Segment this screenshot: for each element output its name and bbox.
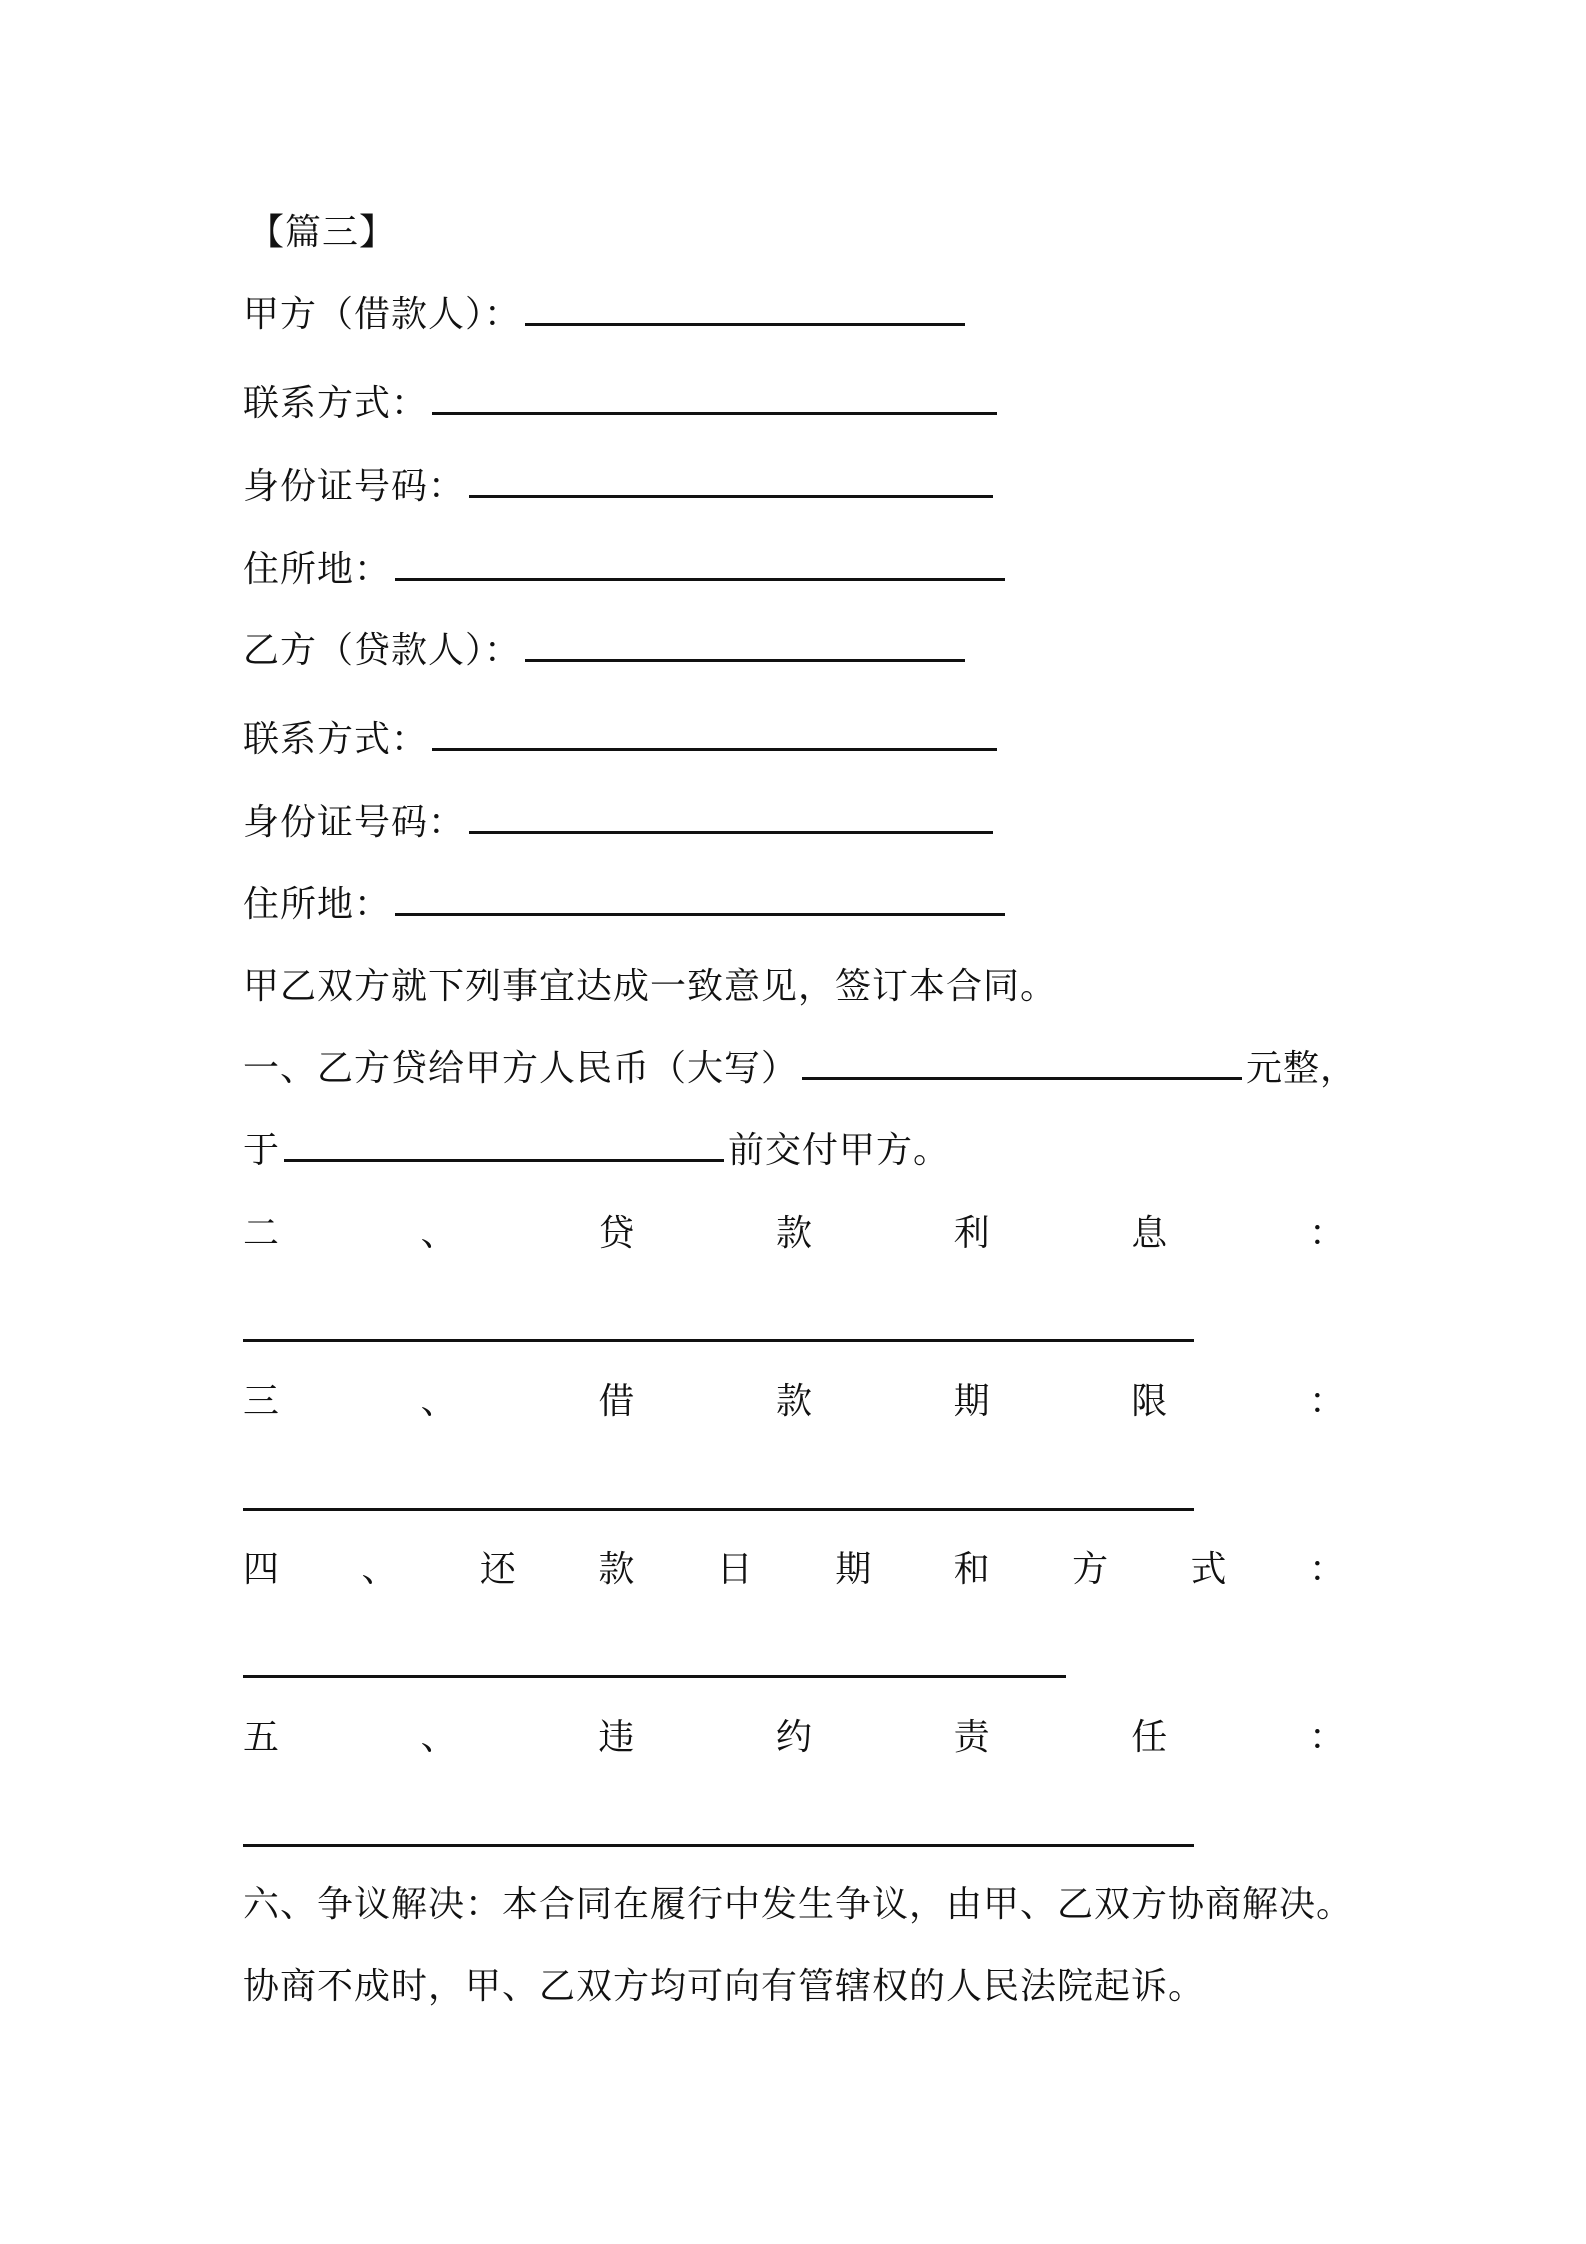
party-b-contact-field[interactable] xyxy=(432,718,997,751)
party-b-id-field[interactable] xyxy=(469,801,993,834)
clause-4-char: 式 xyxy=(1190,1549,1227,1590)
party-b-address-row xyxy=(243,881,1005,929)
clause-3-char: 期 xyxy=(953,1381,990,1422)
clause-5-char: 任 xyxy=(1131,1717,1168,1758)
clause-1-prefix: 一、乙方贷给甲方人民币（大写） xyxy=(243,1048,799,1089)
clause-1-suffix: 元整， xyxy=(1246,1048,1358,1089)
clause-2-heading xyxy=(243,1210,1345,1258)
clause-5-heading xyxy=(243,1714,1345,1762)
loan-amount-field[interactable] xyxy=(802,1047,1242,1080)
section-heading: 【篇三】 xyxy=(248,212,397,253)
clause-3-char: 三 xyxy=(243,1381,280,1422)
clause-4-char: 方 xyxy=(1072,1549,1109,1590)
clause-1-row xyxy=(243,1045,1357,1093)
party-a-id-row xyxy=(243,463,993,511)
loan-interest-field[interactable] xyxy=(243,1339,1194,1342)
party-a-id-label: 身份证号码： xyxy=(243,466,466,507)
clause-5-char: 责 xyxy=(953,1717,990,1758)
clause-6-line-2: 协商不成时，甲、乙双方均可向有管辖权的人民法院起诉。 xyxy=(243,1966,1206,2007)
clause-3-char: ： xyxy=(1308,1381,1345,1422)
party-b-id-label: 身份证号码： xyxy=(243,802,466,843)
party-a-address-field[interactable] xyxy=(395,548,1005,581)
clause-2-char: 贷 xyxy=(598,1213,635,1254)
clause-2-char: 款 xyxy=(775,1213,812,1254)
party-a-name-label: 甲方（借款人）： xyxy=(243,294,522,335)
breach-liability-field[interactable] xyxy=(243,1844,1194,1847)
party-b-name-label: 乙方（贷款人）： xyxy=(243,630,522,671)
clause-2-char: 二 xyxy=(243,1213,280,1254)
delivery-date-field[interactable] xyxy=(284,1129,724,1162)
party-a-address-row xyxy=(243,546,1005,594)
clause-1-line2-prefix: 于 xyxy=(243,1130,281,1171)
party-b-name-row xyxy=(243,627,965,675)
clause-4-char: 款 xyxy=(598,1549,635,1590)
clause-3-char: 限 xyxy=(1131,1381,1168,1422)
party-a-contact-row xyxy=(243,380,997,428)
clause-4-char: 期 xyxy=(835,1549,872,1590)
clause-3-char: 借 xyxy=(598,1381,635,1422)
clause-6-line-1: 六、争议解决：本合同在履行中发生争议，由甲、乙双方协商解决。 xyxy=(243,1884,1354,1925)
clause-4-char: 、 xyxy=(361,1549,398,1590)
party-b-contact-label: 联系方式： xyxy=(243,719,429,760)
clause-1-row-2 xyxy=(243,1127,950,1175)
clause-2-char: 息 xyxy=(1131,1213,1168,1254)
party-a-id-field[interactable] xyxy=(469,465,993,498)
party-a-name-field[interactable] xyxy=(525,293,965,326)
intro-text: 甲乙双方就下列事宜达成一致意见，签订本合同。 xyxy=(243,966,1058,1007)
party-b-address-field[interactable] xyxy=(395,883,1005,916)
clause-5-char: 、 xyxy=(420,1717,457,1758)
clause-3-heading xyxy=(243,1378,1345,1426)
party-b-name-field[interactable] xyxy=(525,629,965,662)
clause-3-char: 款 xyxy=(775,1381,812,1422)
clause-3-char: 、 xyxy=(420,1381,457,1422)
party-a-contact-label: 联系方式： xyxy=(243,383,429,424)
clause-2-char: ： xyxy=(1308,1213,1345,1254)
party-b-contact-row xyxy=(243,716,997,764)
loan-term-field[interactable] xyxy=(243,1508,1194,1511)
clause-4-char: 日 xyxy=(716,1549,753,1590)
party-b-address-label: 住所地： xyxy=(243,884,392,925)
repayment-method-field[interactable] xyxy=(243,1675,1066,1678)
clause-5-char: 五 xyxy=(243,1717,280,1758)
clause-5-char: 约 xyxy=(775,1717,812,1758)
clause-4-char: 和 xyxy=(953,1549,990,1590)
clause-2-char: 、 xyxy=(420,1213,457,1254)
clause-5-char: ： xyxy=(1308,1717,1345,1758)
party-b-id-row xyxy=(243,799,993,847)
clause-5-char: 违 xyxy=(598,1717,635,1758)
clause-4-char: ： xyxy=(1308,1549,1345,1590)
party-a-name-row xyxy=(243,291,965,339)
clause-4-heading xyxy=(243,1546,1345,1594)
clause-4-char: 四 xyxy=(243,1549,280,1590)
party-a-contact-field[interactable] xyxy=(432,382,997,415)
party-a-address-label: 住所地： xyxy=(243,549,392,590)
clause-4-char: 还 xyxy=(479,1549,516,1590)
clause-1-line2-suffix: 前交付甲方。 xyxy=(728,1130,951,1171)
clause-2-char: 利 xyxy=(953,1213,990,1254)
